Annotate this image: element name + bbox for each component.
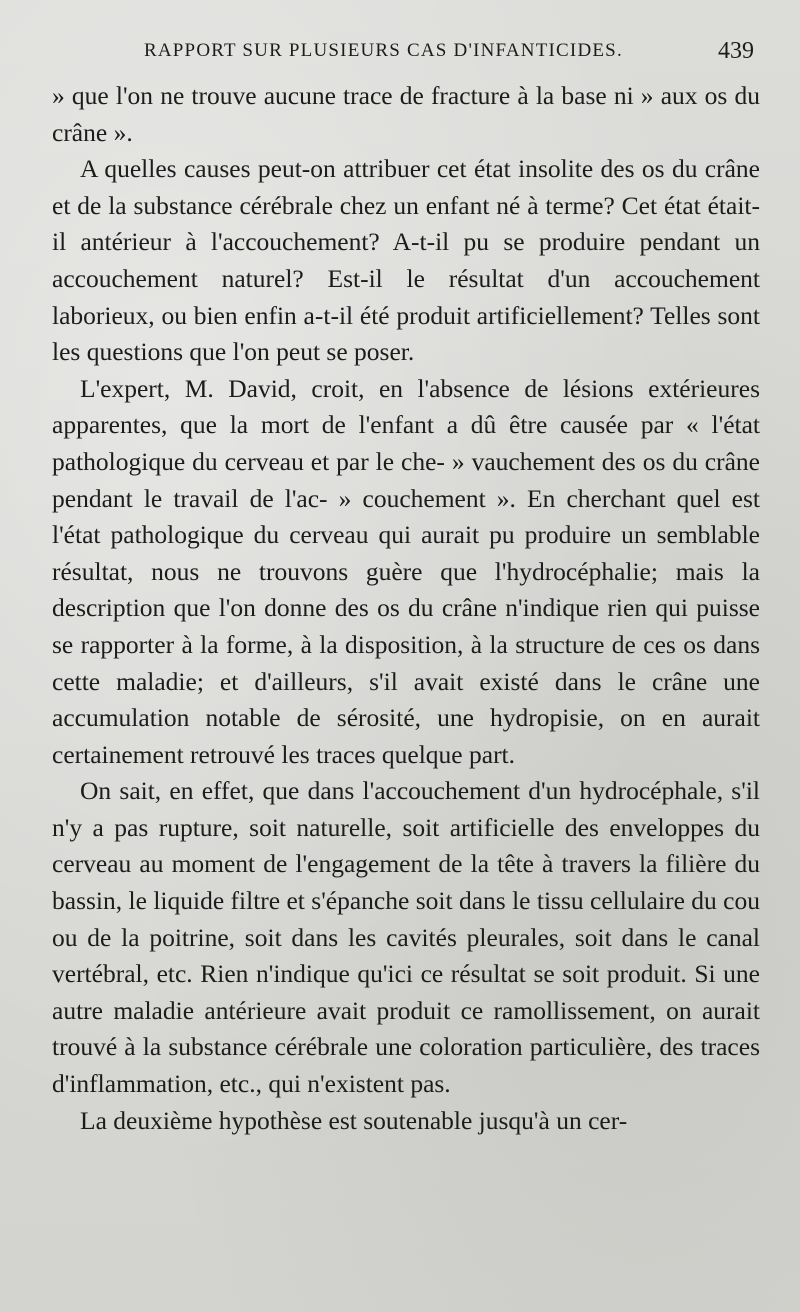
paragraph: » que l'on ne trouve aucune trace de fracture à la base ni » aux os du crâne ». — [52, 81, 760, 147]
running-head — [52, 32, 760, 72]
page-number: 439 — [718, 38, 754, 64]
paragraph: La deuxième hypothèse est soutenable jusqu'à un cer- — [80, 1105, 628, 1135]
paragraph: A quelles causes peut-on attribuer cet état insolite des os du crâne et de la substance cérébrale chez un enfant né à terme? Cet état était-il antérieur à l'accouchement? A-t-il pu se produire pendant un accouchement naturel? Est-il le résultat d'un accouchement laborieux, ou bien enfin a-t-il été produit artificiellement? Telles sont les questions que l'on peut se poser. — [52, 154, 760, 367]
body-text — [52, 78, 760, 1139]
paragraph: L'expert, M. David, croit, en l'absence de lésions extérieures apparentes, que la mort de l'enfant a dû être causée par « l'état pathologique du cerveau et par le che- » vauchement des os du crâne pendant le travail de l'ac- » couchement ». En cherchant quel est l'état pathologique du cerveau qui aurait pu produire un semblable résultat, nous ne trouvons guère que l'hydrocéphalie; mais la description que l'on donne des os du crâne n'indique rien qui puisse se rapporter à la forme, à la disposition, à la structure de ces os dans cette maladie; et d'ailleurs, s'il avait existé dans le crâne une accumulation notable de sérosité, une hydropisie, on en aurait certainement retrouvé les traces quelque part. — [52, 373, 760, 769]
running-title: RAPPORT SUR PLUSIEURS CAS D'INFANTICIDES. — [144, 40, 623, 61]
paragraph: On sait, en effet, que dans l'accouchement d'un hydrocéphale, s'il n'y a pas rupture, soit naturelle, soit artificielle des enveloppes du cerveau au moment de l'engagement de la tête à travers la filière du bassin, le liquide filtre et s'épanche soit dans le tissu cellulaire du cou ou de la poitrine, soit dans les cavités pleurales, soit dans le canal vertébral, etc. Rien n'indique qu'ici ce résultat se soit produit. Si une autre maladie antérieure avait produit ce ramollissement, on aurait trouvé à la substance cérébrale une coloration particulière, des traces d'inflammation, etc., qui n'existent pas. — [52, 776, 760, 1099]
